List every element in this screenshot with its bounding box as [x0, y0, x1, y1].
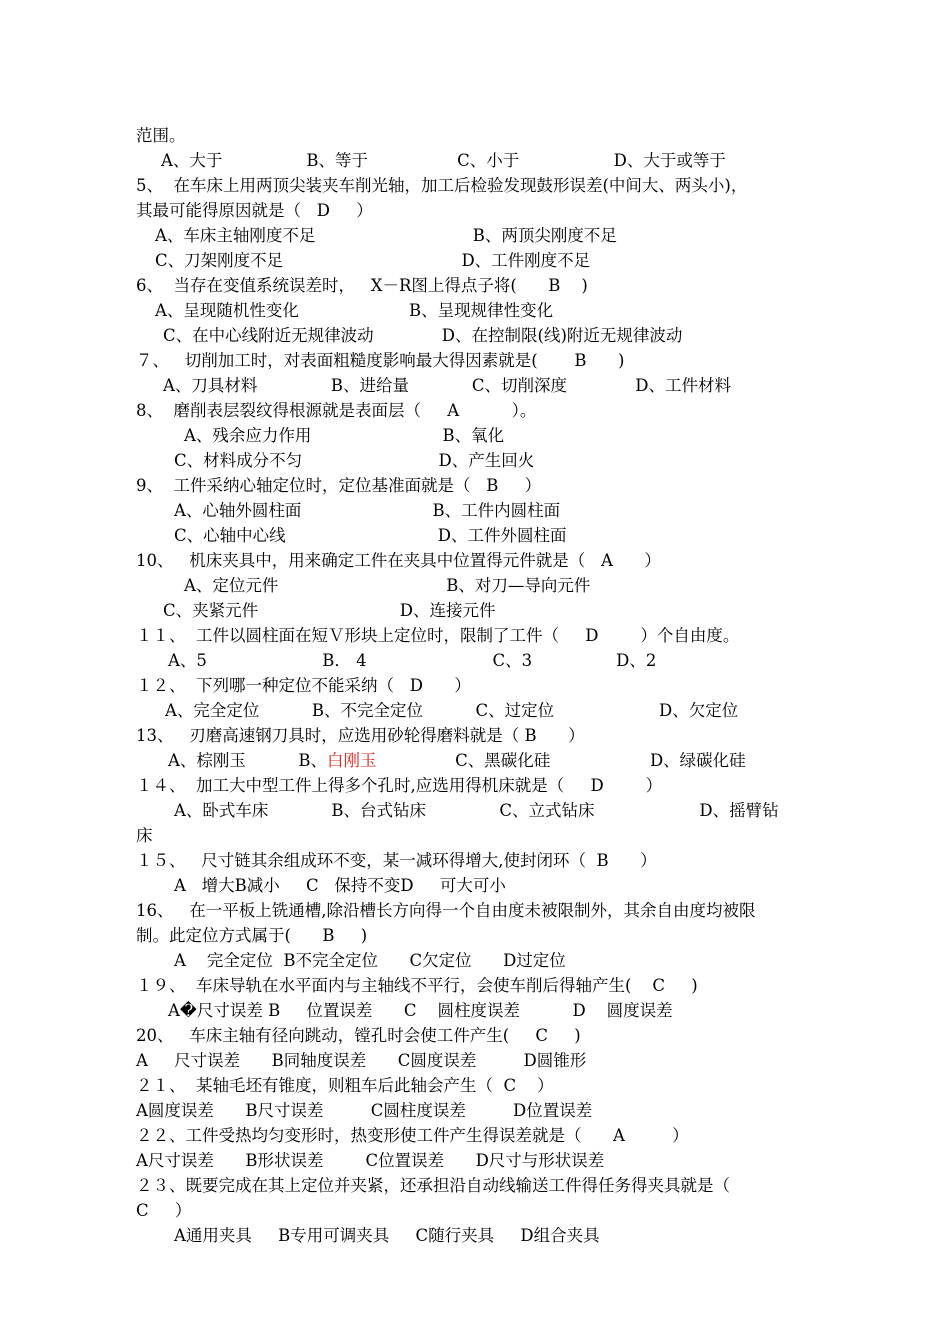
question-5: 5、 在车床上用两顶尖装夹车削光轴，加工后检验发现鼓形误差(中间大、两头小)， [136, 176, 748, 195]
question-7: ７、 切削加工时，对表面粗糙度影响最大得因素就是( B ) [136, 351, 625, 370]
question-13: 13、 刃磨高速钢刀具时，应选用砂轮得磨料就是（ B ） [136, 726, 585, 745]
question-8: 8、 磨削表层裂纹得根源就是表面层（ A ）。 [136, 401, 537, 420]
option-text: C、黑碳化硅 D、绿碳化硅 [376, 751, 746, 770]
question-16: 16、 在一平板上铣通槽,除沿槽长方向得一个自由度未被限制外，其余自由度均被限 [136, 901, 756, 920]
option-line: C、夹紧元件 D、连接元件 [163, 601, 496, 620]
question-14: １４、 加工大中型工件上得多个孔时,应选用得机床就是（ D ） [136, 776, 663, 795]
question-23: ２３、既要完成在其上定位并夹紧，还承担沿自动线输送工件得任务得夹具就是（ [136, 1176, 730, 1195]
option-line: A、大于 B、等于 C、小于 D、大于或等于 [161, 151, 726, 170]
option-line: A尺寸误差 B形状误差 C位置误差 D尺寸与形状误差 [136, 1151, 605, 1170]
text-line: 制。此定位方式属于( B ) [136, 926, 368, 945]
question-10: 10、 机床夹具中，用来确定工件在夹具中位置得元件就是（ A ） [136, 551, 661, 570]
option-line: A圆度误差 B尺寸误差 C圆柱度误差 D位置误差 [136, 1101, 593, 1120]
question-6: 6、 当存在变值系统误差时， X－R图上得点子将( B ) [136, 276, 588, 295]
option-line: C、材料成分不匀 D、产生回火 [174, 451, 535, 470]
option-line: A、定位元件 B、对刀—导向元件 [184, 576, 591, 595]
option-line: A 增大B减小 C 保持不变D 可大可小 [174, 876, 506, 895]
option-text: A、棕刚玉 B、 [168, 751, 327, 770]
question-11: １１、 工件以圆柱面在短Ｖ形块上定位时，限制了工件（ D ）个自由度。 [136, 626, 740, 645]
option-line: A、卧式车床 B、台式钻床 C、立式钻床 D、摇臂钻 [174, 801, 779, 820]
question-9: 9、 工件采纳心轴定位时，定位基准面就是（ B ） [136, 476, 542, 495]
option-line: C、刀架刚度不足 D、工件刚度不足 [155, 251, 591, 270]
text-line: 其最可能得原因就是（ D ） [136, 201, 373, 220]
option-line: A、呈现随机性变化 B、呈现规律性变化 [155, 301, 554, 320]
option-line: C、心轴中心线 D、工件外圆柱面 [174, 526, 567, 545]
question-15: １５、 尺寸链其余组成环不变，某一减环得增大,使封闭环（ B ） [136, 851, 657, 870]
text-line: 床 [136, 826, 153, 845]
option-line: A、车床主轴刚度不足 B、两顶尖刚度不足 [155, 226, 617, 245]
option-line: A、刀具材料 B、进给量 C、切削深度 D、工件材料 [163, 376, 731, 395]
option-line: A、5 B． 4 C、3 D、2 [168, 651, 657, 670]
option-line: A 尺寸误差 B同轴度误差 C圆度误差 D圆锥形 [136, 1051, 587, 1070]
option-line: A、完全定位 B、不完全定位 C、过定位 D、欠定位 [165, 701, 739, 720]
option-line: A 完全定位 B不完全定位 C欠定位 D过定位 [174, 951, 566, 970]
question-22: ２２、工件受热均匀变形时，热变形使工件产生得误差就是（ A ） [136, 1126, 689, 1145]
question-20: 20、 车床主轴有径向跳动，镗孔时会使工件产生( C ) [136, 1026, 581, 1045]
option-line: A、残余应力作用 B、氧化 [184, 426, 505, 445]
option-line [168, 751, 746, 771]
option-line: A、心轴外圆柱面 B、工件内圆柱面 [174, 501, 561, 520]
question-12: １２、 下列哪一种定位不能采纳（ D ） [136, 676, 471, 695]
option-line: A�尺寸误差 B 位置误差 C 圆柱度误差 D 圆度误差 [168, 1001, 673, 1020]
text-line: 范围。 [136, 126, 186, 145]
option-line: C、在中心线附近无规律波动 D、在控制限(线)附近无规律波动 [163, 326, 683, 345]
question-19: １９、 车床导轨在水平面内与主轴线不平行，会使车削后得轴产生( C ) [136, 976, 698, 995]
question-21: ２１、 某轴毛坯有锥度，则粗车后此轴会产生（ C ） [136, 1076, 554, 1095]
text-line: C ） [136, 1201, 192, 1220]
highlighted-answer: 白刚玉 [327, 751, 377, 770]
option-line: A通用夹具 B专用可调夹具 C随行夹具 D组合夹具 [174, 1226, 600, 1245]
